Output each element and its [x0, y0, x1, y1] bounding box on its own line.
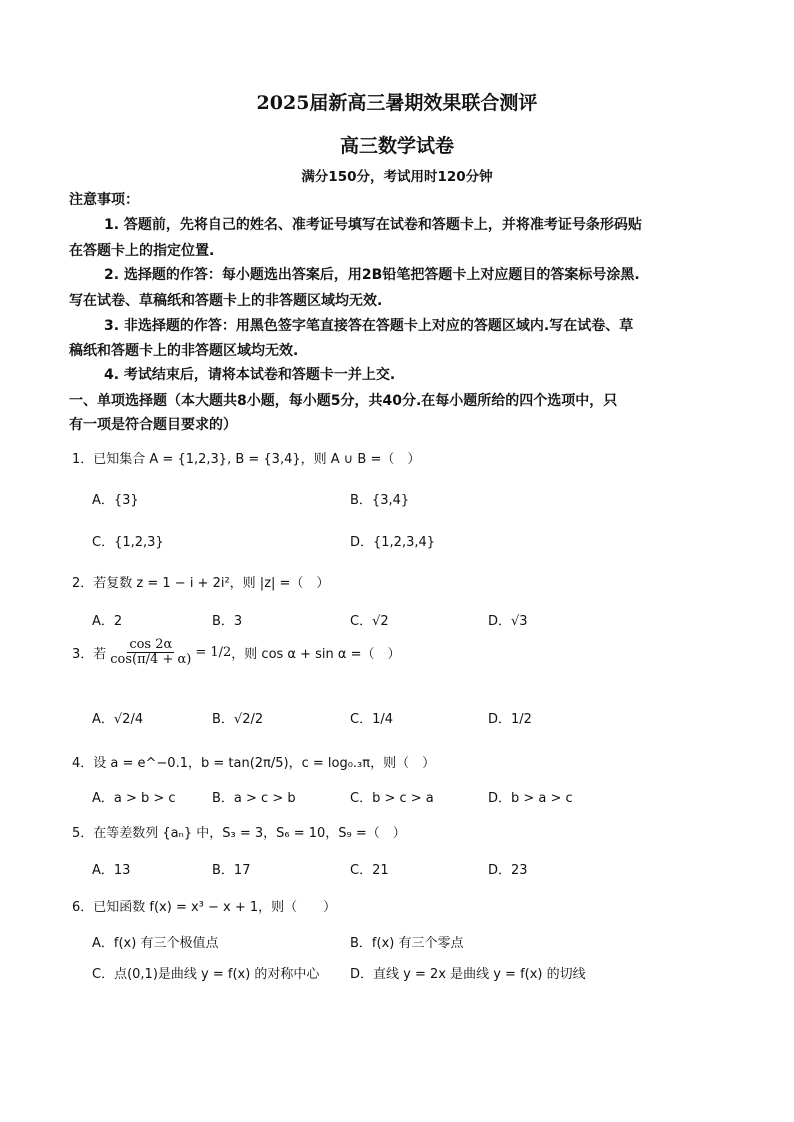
question-1-option-a: A．{3} [92, 493, 139, 508]
question-1-stem: 1．已知集合 A = {1,2,3}, B = {3,4}，则 A ∪ B =（ ） [72, 452, 421, 467]
question-2-option-b: B．3 [212, 614, 243, 629]
question-3-prefix: 3．若 [72, 647, 107, 663]
question-3-suffix: ，则 cos α + sin α =（ ） [231, 647, 401, 663]
exam-subtitle: 高三数学试卷 [339, 135, 454, 157]
question-3-fraction-denominator: cos(π/4 + α) [110, 652, 192, 668]
question-5-option-b: B．17 [212, 863, 251, 878]
question-2-stem: 2．若复数 z = 1 − i + 2i²，则 |z| =（ ） [72, 576, 330, 591]
question-3-stem [72, 638, 401, 668]
question-6-option-c: C．点(0,1)是曲线 y = f(x) 的对称中心 [92, 967, 320, 982]
note-4: 4. 考试结束后，请将本试卷和答题卡一并上交. [104, 367, 396, 383]
section-1-heading-line-1: 一、单项选择题（本大题共8小题，每小题5分，共40分.在每小题所给的四个选项中，只 [69, 393, 618, 409]
question-2-option-d: D．√3 [488, 614, 528, 629]
question-1-option-d: D．{1,2,3,4} [350, 535, 436, 550]
question-3-option-d: D．1/2 [488, 712, 532, 727]
question-5-stem: 5．在等差数列 {aₙ} 中，S₃ = 3，S₆ = 10，S₉ =（ ） [72, 826, 406, 841]
question-4-option-a: A．a > b > c [92, 791, 176, 806]
exam-title: 2025届新高三暑期效果联合测评 [256, 92, 538, 114]
question-3-option-b: B．√2/2 [212, 712, 264, 727]
question-6-option-a: A．f(x) 有三个极值点 [92, 936, 219, 951]
exam-meta: 满分150分，考试用时120分钟 [301, 169, 493, 185]
question-5-option-c: C．21 [350, 863, 389, 878]
question-5-option-d: D．23 [488, 863, 528, 878]
question-1-option-c: C．{1,2,3} [92, 535, 164, 550]
note-3-line-2: 稿纸和答题卡上的非答题区域均无效. [69, 343, 299, 359]
question-1-option-b: B．{3,4} [350, 493, 410, 508]
question-3-fraction [108, 638, 193, 668]
question-2-option-a: A．2 [92, 614, 123, 629]
question-4-option-c: C．b > c > a [350, 791, 434, 806]
note-1-line-2: 在答题卡上的指定位置. [69, 243, 215, 259]
question-5-option-a: A．13 [92, 863, 131, 878]
question-6-stem: 6．已知函数 f(x) = x³ − x + 1，则（ ） [72, 900, 337, 915]
note-1-line-1: 1. 答题前，先将自己的姓名、准考证号填写在试卷和答题卡上，并将准考证号条形码贴 [104, 217, 642, 233]
notes-header: 注意事项： [69, 192, 139, 208]
question-4-stem: 4．设 a = e^−0.1，b = tan(2π/5)，c = log₀.₃π，则（ ） [72, 756, 436, 771]
question-4-option-b: B．a > c > b [212, 791, 296, 806]
note-2-line-2: 写在试卷、草稿纸和答题卡上的非答题区域均无效. [69, 293, 383, 309]
question-6-option-d: D．直线 y = 2x 是曲线 y = f(x) 的切线 [350, 967, 586, 982]
question-3-equals: = 1/2 [195, 645, 232, 661]
question-3-option-c: C．1/4 [350, 712, 393, 727]
question-4-option-d: D．b > a > c [488, 791, 573, 806]
note-3-line-1: 3. 非选择题的作答：用黑色签字笔直接答在答题卡上对应的答题区域内.写在试卷、草 [104, 318, 634, 334]
question-3-option-a: A．√2/4 [92, 712, 144, 727]
question-6-option-b: B．f(x) 有三个零点 [350, 936, 464, 951]
section-1-heading-line-2: 有一项是符合题目要求的） [69, 417, 237, 433]
note-2-line-1: 2. 选择题的作答：每小题选出答案后，用2B铅笔把答题卡上对应题目的答案标号涂黑. [104, 267, 640, 283]
question-2-option-c: C．√2 [350, 614, 389, 629]
question-3-fraction-numerator: cos 2α [129, 637, 173, 652]
